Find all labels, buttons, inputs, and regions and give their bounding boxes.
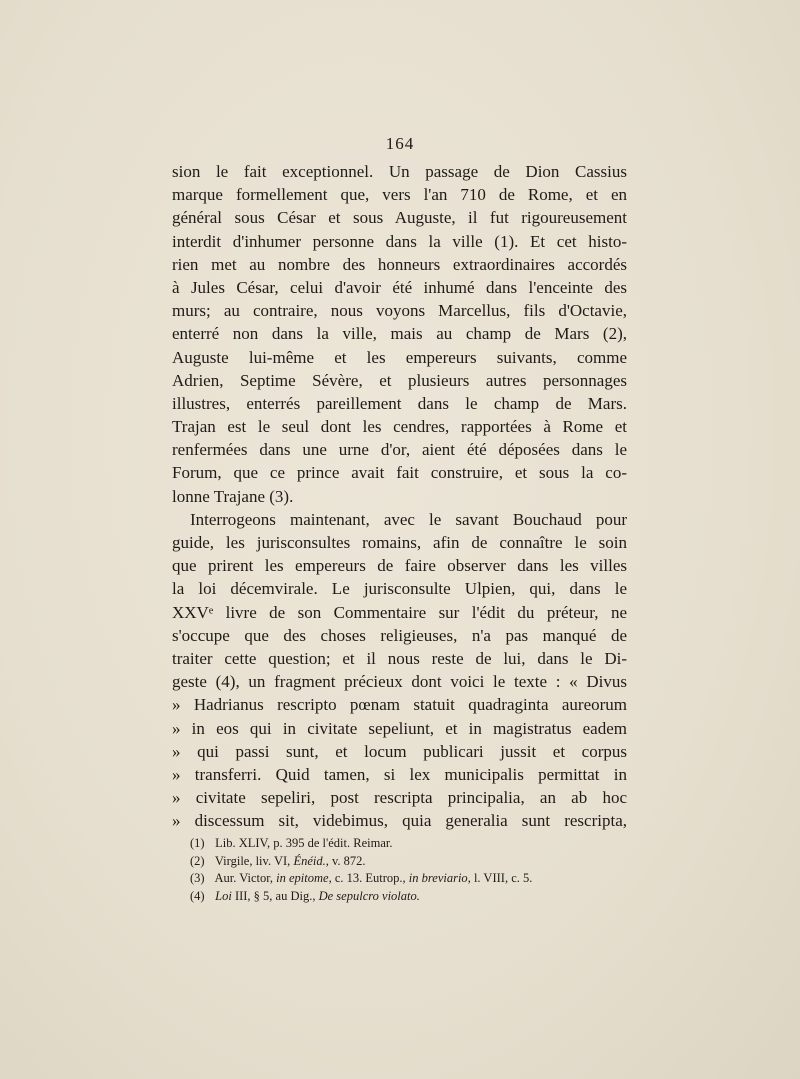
footnote-marker: (1) (190, 836, 205, 850)
footnote (190, 870, 630, 888)
text-line: Adrien, Septime Sévère, et plusieurs autres personnages (172, 370, 627, 390)
text-line: » in eos qui in civitate sepeliunt, et in magistratus eadem (172, 718, 627, 738)
text-line: général sous César et sous Auguste, il fut rigoureusement (172, 208, 627, 228)
text-line: Interrogeons maintenant, avec le savant Bouchaud pour (190, 509, 627, 529)
footnote-text-italic: in epitome (276, 871, 329, 885)
text-line: Auguste lui-même et les empereurs suivants, comme (172, 347, 627, 367)
footnote-text: Lib. XLIV, p. 395 de l'édit. Reimar. (215, 836, 393, 850)
text-line: XXVᵉ livre de son Commentaire sur l'édit du préteur, ne (172, 602, 627, 622)
text-line: guide, les jurisconsultes romains, afin de connaître le soin (172, 533, 627, 552)
text-line: Forum, que ce prince avait fait construire, et sous la co- (172, 463, 627, 483)
footnote-text: , l. VIII, c. 5. (467, 871, 533, 885)
footnote-text-italic: in breviario (408, 871, 468, 885)
footnote (190, 853, 630, 871)
footnote-text-italic: Énéid. (293, 853, 326, 868)
text-line: la loi décemvirale. Le jurisconsulte Ulpien, qui, dans le (172, 579, 627, 599)
text-line: illustres, enterrés pareillement dans le champ de Mars. (172, 393, 627, 413)
text-line: interdit d'inhumer personne dans la ville (1). Et cet histo- (172, 231, 627, 251)
text-line: » transferri. Quid tamen, si lex municipalis permittat in (172, 764, 627, 784)
text-line: » qui passi sunt, et locum publicari jussit et corpus (172, 741, 627, 761)
main-text (172, 160, 627, 832)
footnote-marker: (3) (190, 871, 205, 885)
footnote-text: Virgile, liv. VI, (214, 853, 294, 868)
text-line: » discessum sit, videbimus, quia generalia sunt rescripta, (172, 811, 627, 831)
footnote-text: , c. 13. Eutrop., (328, 871, 409, 885)
footnote-text: III, § 5, au Dig., (231, 888, 319, 903)
text-line: geste (4), un fragment précieux dont voici le texte : « Divus (172, 672, 627, 692)
footnote-text-italic: Loi (215, 888, 232, 903)
text-line: rien met au nombre des honneurs extraordinaires accordés (172, 254, 627, 274)
text-line: » Hadrianus rescripto pœnam statuit quadraginta aureorum (172, 695, 627, 715)
text-line: que prirent les empereurs de faire observer dans les villes (172, 556, 627, 576)
page-number: 164 (385, 134, 415, 153)
text-line: sion le fait exceptionnel. Un passage de Dion Cassius (172, 162, 627, 181)
footnote-marker: (2) (190, 853, 205, 868)
text-line: renfermées dans une urne d'or, aient été déposées dans le (172, 440, 627, 460)
footnote (190, 888, 630, 906)
footnote-text: , v. 872. (325, 853, 366, 868)
text-line: traiter cette question; et il nous reste de lui, dans le Di- (172, 648, 627, 668)
text-line: lonne Trajane (3). (172, 486, 294, 506)
text-line: Trajan est le seul dont les cendres, rapportées à Rome et (172, 417, 627, 437)
footnote-text-italic: De sepulcro violato. (318, 888, 420, 903)
footnote-text: Aur. Victor, (214, 871, 277, 885)
text-line: s'occupe que des choses religieuses, n'a pas manqué de (172, 625, 627, 645)
footnote (190, 835, 630, 853)
text-line: à Jules César, celui d'avoir été inhumé dans l'enceinte des (172, 277, 627, 297)
footnotes (190, 835, 630, 905)
text-line: marque formellement que, vers l'an 710 de Rome, et en (172, 185, 627, 205)
text-line: » civitate sepeliri, post rescripta principalia, an ab hoc (172, 788, 627, 808)
text-line: enterré non dans la ville, mais au champ de Mars (2), (172, 324, 627, 344)
text-line: murs; au contraire, nous voyons Marcellus, fils d'Octavie, (172, 301, 627, 321)
footnote-marker: (4) (190, 888, 205, 903)
